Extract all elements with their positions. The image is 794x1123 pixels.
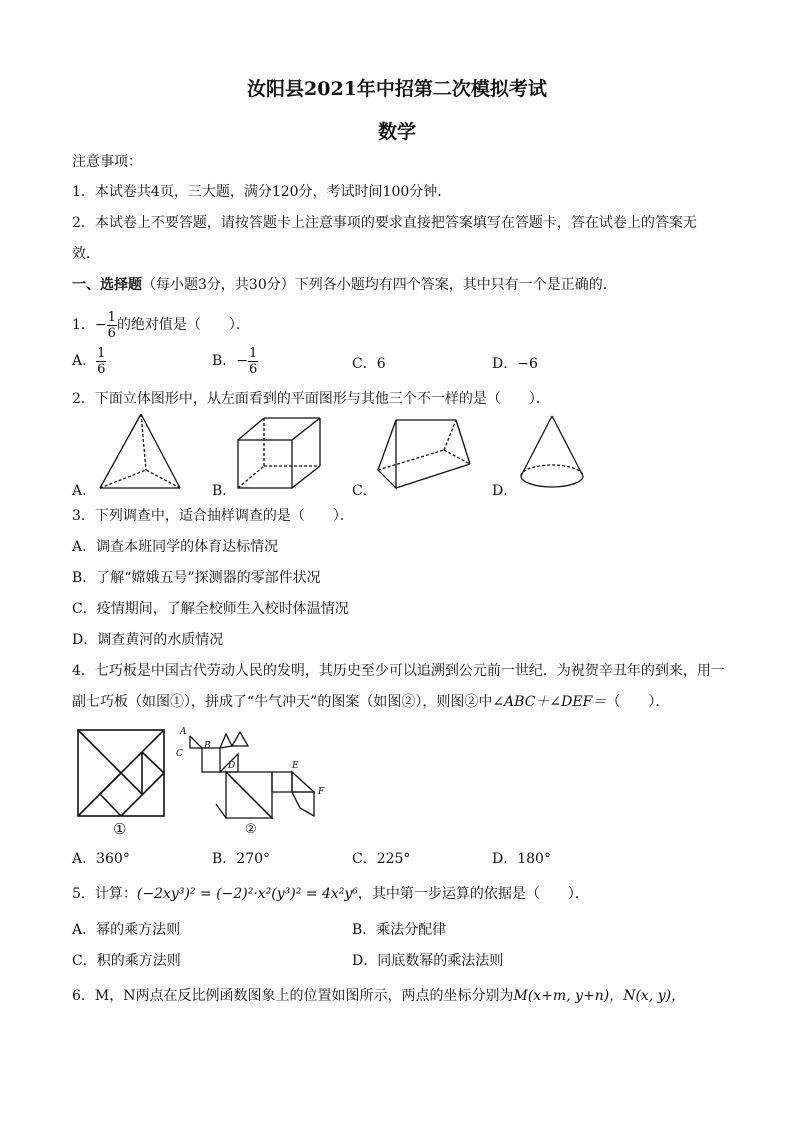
- q1-a-den: 6: [97, 361, 106, 377]
- q1-b-label: B．: [212, 353, 237, 369]
- question-4-line2: [72, 693, 669, 711]
- tangram-square-figure: [76, 728, 166, 818]
- notes-heading: 注意事项：: [72, 154, 142, 170]
- triangular-prism-figure: [374, 418, 474, 492]
- note-2-line1: 2．本试卷上不要答题，请按答题卡上注意事项的要求直接把答案填写在答题卡，答在试卷上的答案无: [72, 215, 697, 231]
- q3-option-a: A．调查本班同学的体育达标情况: [72, 539, 279, 555]
- q1-b-den: 6: [249, 361, 258, 377]
- tangram-ox-figure: [176, 726, 336, 826]
- q1-b-num: 1: [249, 345, 258, 361]
- q2-option-b-label: B．: [212, 483, 237, 499]
- figure-1-label: ①: [113, 820, 127, 838]
- q4-option-a: A．360°: [72, 851, 130, 867]
- q5-option-d: D．同底数幂的乘法法则: [352, 953, 504, 969]
- q1-option-d: D．−6: [492, 356, 538, 372]
- q1-option-a: [72, 345, 106, 377]
- point-a-label: A: [180, 727, 187, 737]
- q4-option-d: D．180°: [492, 851, 551, 867]
- q1-b-minus: −: [236, 353, 249, 369]
- figure-2-label: ②: [245, 822, 257, 837]
- q3-option-d: D．调查黄河的水质情况: [72, 632, 224, 648]
- q5-prefix: 5．计算：: [72, 886, 137, 902]
- q1-tail: 的绝对值是（ ）．: [116, 317, 250, 333]
- q1-option-b: [212, 345, 258, 377]
- q4-option-b: B．270°: [212, 851, 271, 867]
- q3-option-c: C．疫情期间，了解全校师生入校时体温情况: [72, 601, 349, 617]
- q4-line2-tail: （ ）．: [606, 694, 670, 710]
- question-5: [72, 885, 589, 903]
- point-c-label: C: [176, 749, 183, 759]
- note-2-line2: 效．: [72, 246, 100, 262]
- q2-option-c-label: C．: [352, 483, 377, 499]
- q5-option-a: A．幂的乘方法则: [72, 922, 181, 938]
- point-e-label: E: [292, 761, 299, 771]
- section-1-desc: （每小题3分，共30分）下列各小题均有四个答案，其中只有一个是正确的．: [142, 277, 617, 293]
- q5-suffix: ，其中第一步运算的依据是（ ）．: [357, 886, 589, 902]
- prism-figure: [236, 416, 326, 492]
- point-b-label: B: [204, 741, 211, 751]
- pyramid-figure: [96, 412, 186, 492]
- q1-option-c: C．6: [352, 356, 386, 372]
- q6-coordinates: M(x+m, y+n)，N(x, y)，: [513, 988, 686, 1004]
- question-6: [72, 987, 685, 1005]
- q5-expression: (−2xy³)² = (−2)²·x²(y³)² = 4x²y⁶: [136, 886, 358, 902]
- q1-b-fraction: [248, 346, 258, 377]
- point-f-label: F: [318, 787, 325, 797]
- q1-a-fraction: [96, 346, 106, 377]
- question-1: [72, 309, 250, 341]
- q2-option-a-label: A．: [72, 483, 97, 499]
- q1-frac-den: 6: [107, 325, 116, 341]
- section-1-header: [72, 276, 617, 294]
- q2-option-d-label: D．: [492, 483, 518, 499]
- q1-minus: −: [94, 317, 107, 333]
- q1-fraction: [107, 310, 117, 341]
- q1-frac-num: 1: [107, 309, 116, 325]
- q1-a-label: A．: [72, 353, 97, 369]
- q5-option-b: B．乘法分配律: [352, 922, 447, 938]
- q3-option-b: B．了解“嫦娥五号”探测器的零部件状况: [72, 570, 321, 586]
- q4-option-c: C．225°: [352, 851, 411, 867]
- q1-number: 1．: [72, 317, 95, 333]
- cone-figure: [518, 414, 588, 492]
- q4-angle-expression: ∠ABC＋∠DEF＝: [492, 694, 607, 710]
- q1-a-num: 1: [97, 345, 106, 361]
- note-1: 1．本试卷共4页，三大题，满分120分，考试时间100分钟．: [72, 184, 452, 200]
- q4-line2-text: 副七巧板（如图①），拼成了“牛气冲天”的图案（如图②），则图②中: [72, 694, 493, 710]
- q5-option-c: C．积的乘方法则: [72, 953, 181, 969]
- question-3: 3．下列调查中，适合抽样调查的是（ ）．: [72, 508, 354, 524]
- section-1-label: 一、选择题: [72, 277, 142, 293]
- question-4-line1: 4．七巧板是中国古代劳动人民的发明，其历史至少可以追溯到公元前一世纪．为祝贺辛丑年的到来，用一: [72, 663, 725, 679]
- point-d-label: D: [228, 761, 236, 771]
- question-2: 2．下面立体图形中，从左面看到的平面图形与其他三个不一样的是（ ）．: [72, 391, 550, 407]
- subject-title: 数学: [377, 121, 416, 143]
- exam-title: 汝阳县2021年中招第二次模拟考试: [247, 78, 547, 100]
- q6-text: 6．M，N两点在反比例函数图象上的位置如图所示，两点的坐标分别为: [72, 988, 514, 1004]
